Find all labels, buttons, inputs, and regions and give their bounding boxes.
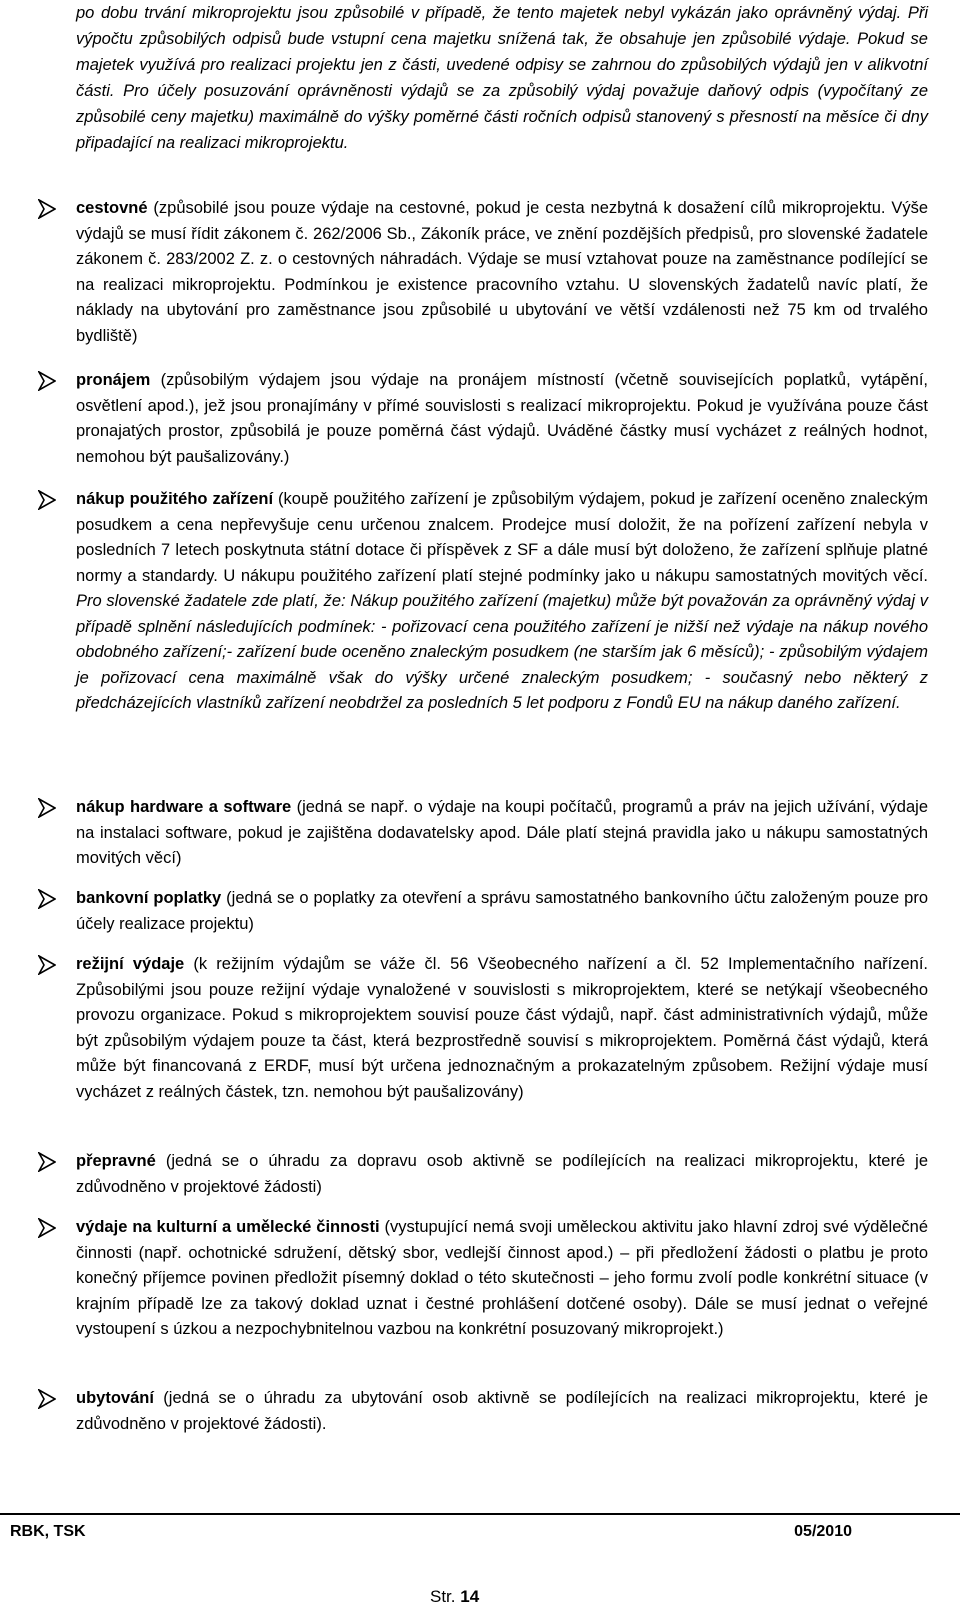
arrowhead-bullet-icon — [38, 1218, 56, 1238]
item-description: (vystupující nemá svoji uměleckou aktivitu jako hlavní zdroj své výdělečné činnosti (např. ochotnické sdružení, dětský sbor, vedlejší činnost apod.) – při předložení žádosti o platbu je proto konečný příjemce povinen předložit písemný doklad o této skutečnosti – jeho formu zvolí podle konkrétní situace (v krajním případě lze za takový doklad uznat i čestné prohlášení dotčené osoby). Dále se musí jednat o veřejné vystoupení s úzkou a nezpochybnitelnou vazbou na konkrétní posuzovaný mikroprojekt.) — [76, 1218, 928, 1338]
footer-author: RBK, TSK — [10, 1523, 86, 1540]
intro-text-d: Pro účely posuzování oprávněnosti výdajů se za způsobilý výdaj považuje daňový odpis (vypočítaný ze způsobilé ceny majetku) maximálně do výšky poměrné části ročních odpisů stanovený s přesností na měsíce či dny připadající na realizaci mikroprojektu. — [76, 82, 928, 152]
item-term: pronájem — [76, 371, 151, 389]
intro-paragraph — [76, 0, 928, 156]
arrowhead-bullet-icon — [38, 889, 56, 909]
item-term: nákup hardware a software — [76, 798, 292, 816]
item-note-slovak: Pro slovenské žadatele zde platí, že: Nákup použitého zařízení (majetku) může být považován za oprávněný výdaj v případě splnění následujících podmínek: - pořizovací cena použitého zařízení je nižší než výdaje na nákup nového obdobného zařízení;- zařízení bude oceněno znaleckým posudkem (ne starším jak 6 měsíců); - způsobilým výdajem je pořizovací cena maximálně však do výšky určené znaleckým posudkem; - současný nebo některý z předcházejících vlastníků zařízení neobdržel za posledních 5 let podporu z Fondů EU na nákup daného zařízení. — [76, 592, 928, 712]
item-description: (koupě použitého zařízení je způsobilým výdajem, pokud je zařízení oceněno znaleckým posudkem a cena nepřevyšuje cenu určenou znalcem. Prodejce musí doložit, že na pořízení zařízení nebyla v posledních 7 letech poskytnuta státní dotace či příspěvek z SF a dále musí být doloženo, že zařízení splňuje platné normy a standardy. U nákupu použitého zařízení platí stejné podmínky jako u nákupu samostatných movitých věcí. — [76, 490, 928, 585]
page-number-value: 14 — [460, 1587, 480, 1606]
item-term: výdaje na kulturní a umělecké činnosti — [76, 1218, 380, 1236]
arrowhead-bullet-icon — [38, 798, 56, 818]
item-description: (k režijním výdajům se váže čl. 56 Všeobecného nařízení a čl. 52 Implementačního nařízení. Způsobilými jsou pouze režijní výdaje vynaložené v souvislosti s mikroprojektem, které se netýkají všeobecného provozu organizace. Pokud s mikroprojektem souvisí pouze část výdajů, např. část administrativních výdajů, může být způsobilým výdajem pouze ta část, která bezprostředně souvisí s mikroprojektem. Poměrná část výdajů, která může být financovaná z ERDF, musí být určena jednoznačným a prokazatelným způsobem. Režijní výdaje musí vycházet z reálných částek, tzn. nemohou být paušalizovány) — [76, 955, 928, 1101]
list-item-rezijni — [38, 952, 928, 1105]
arrowhead-bullet-icon — [38, 1389, 56, 1409]
item-description: (jedná se např. o výdaje na koupi počítačů, programů a práv na jejich užívání, výdaje na instalaci software, pokud je zajištěna dodavatelsky apod. Dále platí stejná pravidla jako u nákupu samostatných movitých věcí) — [76, 798, 928, 867]
arrowhead-bullet-icon — [38, 955, 56, 975]
item-term: režijní výdaje — [76, 955, 185, 973]
footer-date: 05/2010 — [794, 1523, 852, 1540]
item-term: bankovní poplatky — [76, 889, 222, 907]
item-term: přepravné — [76, 1152, 156, 1170]
item-term: nákup použitého zařízení — [76, 490, 274, 508]
list-item-nakup-zarizeni — [38, 487, 928, 717]
arrowhead-bullet-icon — [38, 371, 56, 391]
list-item-cestovne — [38, 196, 928, 349]
item-description: (jedná se o úhradu za ubytování osob aktivně se podílejících na realizaci mikroprojektu, které je zdůvodněno v projektové žádosti). — [76, 1389, 928, 1433]
page-number — [430, 1584, 479, 1609]
arrowhead-bullet-icon — [38, 199, 56, 219]
item-description: (způsobilé jsou pouze výdaje na cestovné, pokud je cesta nezbytná k dosažení cílů mikroprojektu. Výše výdajů se musí řídit zákonem č. 262/2006 Sb., Zákoník práce, ve znění pozdějších předpisů, pro slovenské žadatele zákonem č. 283/2002 Z. z. o cestovných náhradách. Výdaje se musí vztahovat pouze na zaměstnance podílející se na realizaci mikroprojektu. Podmínkou je existence pracovního vztahu. U slovenských žadatelů navíc platí, že náklady na ubytování pro zaměstnance jsou způsobilé u ubytování ve větší vzdálenosti než 75 km od trvalého bydliště) — [76, 199, 928, 345]
arrowhead-bullet-icon — [38, 1152, 56, 1172]
item-term: cestovné — [76, 199, 148, 217]
intro-text-a: po dobu trvání mikroprojektu jsou způsobilé v případě, že tento majetek nebyl vykázán jako oprávněný výdaj. — [76, 4, 908, 22]
list-item-bankovni — [38, 886, 928, 937]
intro-text-b: Při výpočtu způsobilých odpisů bude vstupní cena majetku snížená tak, že obsahuje jen způsobilé výdaje. — [76, 4, 928, 48]
footer-divider — [0, 1513, 960, 1515]
list-item-prepravne — [38, 1149, 928, 1200]
item-description: (jedná se o úhradu za dopravu osob aktivně se podílejících na realizaci mikroprojektu, které je zdůvodněno v projektové žádosti) — [76, 1152, 928, 1196]
item-description: (způsobilým výdajem jsou výdaje na pronájem místností (včetně souvisejících poplatků, vytápění, osvětlení apod.), jež jsou pronajímány v přímé souvislosti s realizací mikroprojektu. Pokud je využívána pouze část pronajatých prostor, způsobilá je pouze poměrná část výdajů. Uváděné částky musí vycházet z reálných hodnot, nemohou být paušalizovány.) — [76, 371, 928, 466]
intro-text-c: Pokud se majetek využívá pro realizaci projektu jen z části, uvedené odpisy se zahrnou do způsobilých výdajů jen v alikvotní části. — [76, 30, 928, 100]
list-item-hardware — [38, 795, 928, 872]
list-item-ubytovani — [38, 1386, 928, 1437]
item-term: ubytování — [76, 1389, 154, 1407]
page-number-prefix: Str. — [430, 1587, 461, 1606]
arrowhead-bullet-icon — [38, 490, 56, 510]
list-item-kulturni — [38, 1215, 928, 1343]
list-item-pronajem — [38, 368, 928, 470]
item-description: (jedná se o poplatky za otevření a správu samostatného bankovního účtu založeným pouze pro účely realizace projektu) — [76, 889, 929, 933]
